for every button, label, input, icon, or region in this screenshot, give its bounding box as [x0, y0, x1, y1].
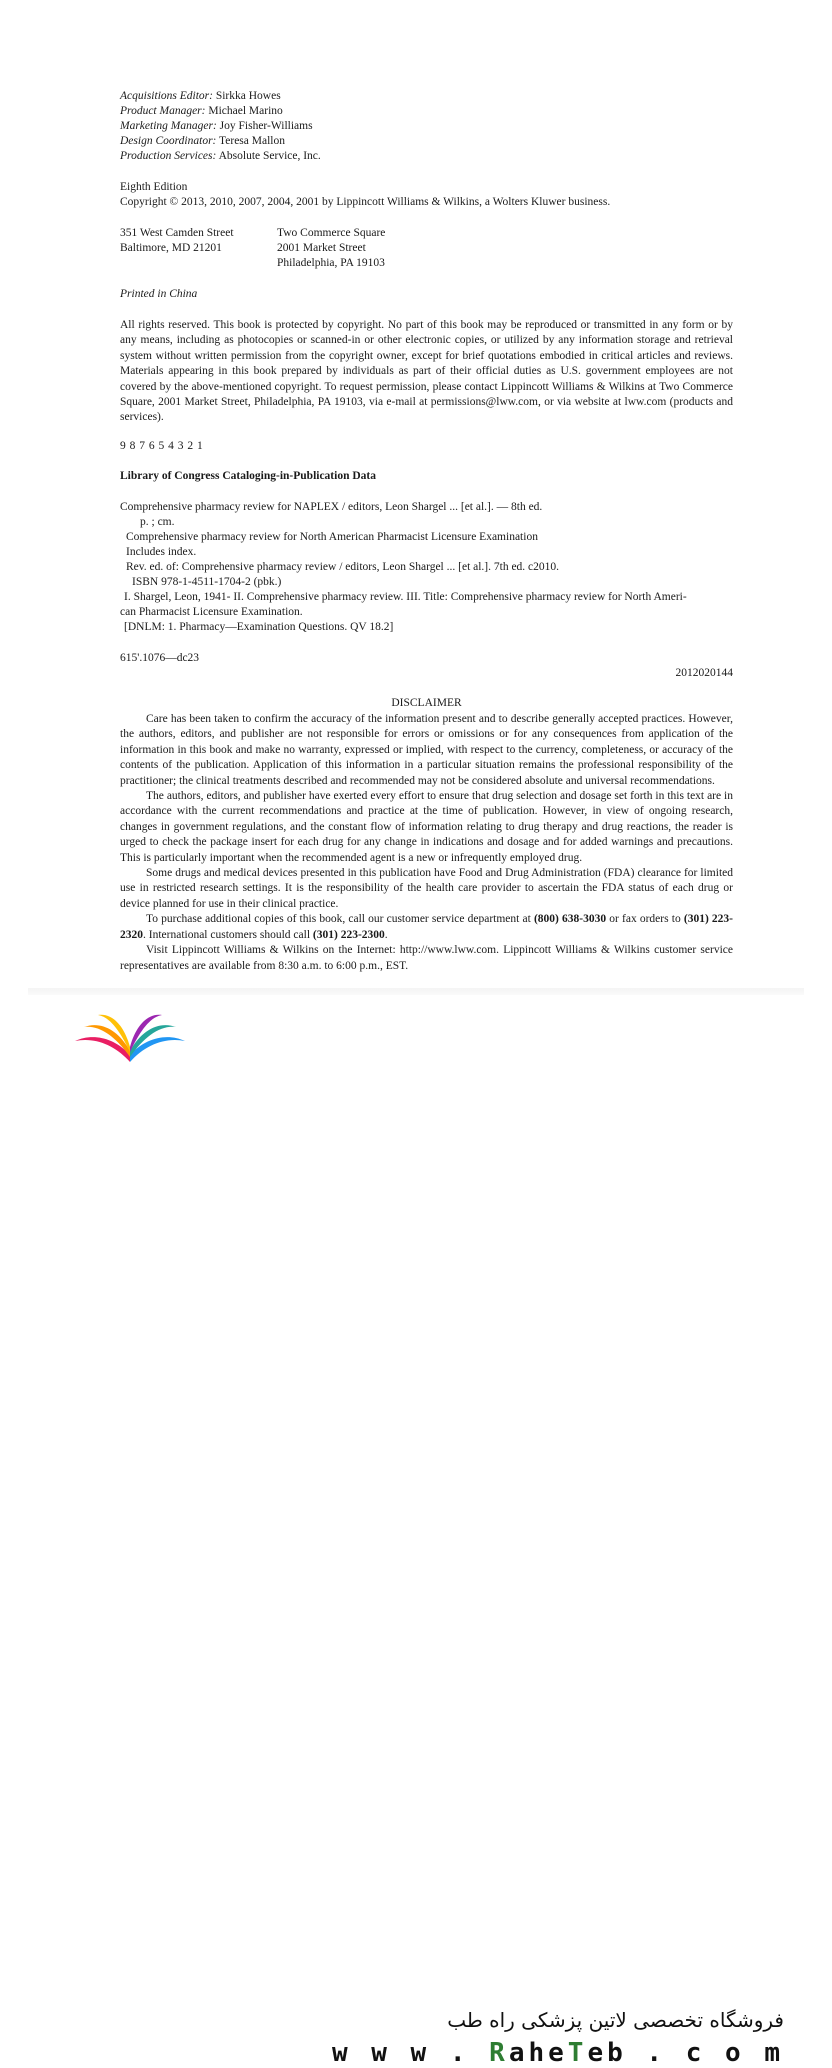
cip-line: can Pharmacist Licensure Examination.: [120, 606, 303, 618]
print-line: 9 8 7 6 5 4 3 2 1: [120, 440, 204, 452]
rights-paragraph: All rights reserved. This book is protected by copyright. No part of this book may be reproduced or transmitted in any form or by any means, including as photocopies or scanned-in or other electronic copies, or utilized by any information storage and retrieval system without written permission from the copyright owner, except for brief quotations embodied in critical articles and reviews. Materials appearing in this book prepared by individuals as part of their official duties as U.S. government employees are not covered by the above-mentioned copyright. To request permission, please contact Lippincott Williams & Wilkins at Two Commerce Square, 2001 Market Street, Philadelphia, PA 19103, via e-mail at permissions@lww.com, or via website at lww.com (products and services).: [120, 319, 733, 424]
cip-line: [DNLM: 1. Pharmacy—Examination Questions. QV 18.2]: [124, 621, 394, 633]
disclaimer-body: [120, 712, 733, 974]
disclaimer-paragraph: To purchase additional copies of this book, call our customer service department at (800) 638-3030 or fax orders to (301) 223-2320. International customers should call (301) 223-2300.: [120, 913, 734, 941]
address-right-1: Two Commerce Square: [277, 227, 386, 239]
disclaimer-title: DISCLAIMER: [391, 697, 462, 709]
cip-line: p. ; cm.: [140, 516, 175, 528]
credit-product: Product Manager: Michael Marino: [120, 105, 283, 117]
cip-line: Rev. ed. of: Comprehensive pharmacy review / editors, Leon Shargel ... [et al.]. 7th ed. c2010.: [126, 561, 560, 573]
credit-design: Design Coordinator: Teresa Mallon: [120, 135, 285, 147]
lccn: 2012020144: [675, 667, 733, 679]
address-left-1: 351 West Camden Street: [120, 227, 234, 239]
credit-marketing: Marketing Manager: Joy Fisher-Williams: [120, 120, 313, 132]
classification: 615'.1076—dc23: [120, 652, 200, 664]
address-right-2: 2001 Market Street: [277, 242, 366, 254]
store-url: w w w . RaheTeb . c o m: [331, 2038, 784, 2068]
credit-production: Production Services: Absolute Service, Inc.: [120, 150, 321, 162]
disclaimer-paragraph: Care has been taken to confirm the accuracy of the information present and to describe generally accepted practices. However, the authors, editors, and publisher are not responsible for errors or omissions or for any consequences from application of the information in this book and make no warranty, expressed or implied, with respect to the currency, completeness, or accuracy of the contents of the publication. Application of this information in a particular situation remains the professional responsibility of the practitioner; the clinical treatments described and recommended may not be considered absolute and universal recommendations.: [120, 713, 733, 787]
copyright-line: Copyright © 2013, 2010, 2007, 2004, 2001 by Lippincott Williams & Wilkins, a Wolters Kluwer business.: [120, 196, 611, 208]
store-name-persian: فروشگاه تخصصی لاتین پزشکی راه طب: [447, 2008, 784, 2032]
cip-line: ISBN 978-1-4511-1704-2 (pbk.): [132, 576, 282, 588]
cip-line: Comprehensive pharmacy review for NAPLEX / editors, Leon Shargel ... [et al.]. — 8th ed.: [120, 501, 543, 513]
disclaimer-paragraph: The authors, editors, and publisher have exerted every effort to ensure that drug selection and dosage set forth in this text are in accordance with the current recommendations and practice at the time of publication. However, in view of ongoing research, changes in government regulations, and the constant flow of information relating to drug therapy and drug reactions, the reader is urged to check the package insert for each drug for any change in indications and dosage and for added warnings and precautions. This is particularly important when the recommended agent is a new or infrequently employed drug.: [120, 790, 733, 864]
disclaimer-paragraph: Visit Lippincott Williams & Wilkins on the Internet: http://www.lww.com. Lippincott Williams & Wilkins customer service representatives are available from 8:30 a.m. to 6:00 p.m., EST.: [120, 944, 733, 972]
open-book-logo-icon: [70, 1007, 190, 1077]
printed-in: Printed in China: [120, 288, 198, 300]
edition: Eighth Edition: [120, 181, 188, 193]
disclaimer-paragraph: Some drugs and medical devices presented in this publication have Food and Drug Administration (FDA) clearance for limited use in restricted research settings. It is the responsibility of the health care provider to ascertain the FDA status of each drug or device planned for use in their clinical practice.: [120, 867, 733, 910]
watermark-banner: [0, 995, 832, 2068]
cip-line: I. Shargel, Leon, 1941- II. Comprehensive pharmacy review. III. Title: Comprehensive pharmacy review for North Ameri-: [124, 591, 687, 603]
credit-acquisitions: Acquisitions Editor: Sirkka Howes: [120, 90, 281, 102]
cip-line: Comprehensive pharmacy review for North American Pharmacist Licensure Examination: [126, 531, 538, 543]
address-left-2: Baltimore, MD 21201: [120, 242, 222, 254]
cip-line: Includes index.: [126, 546, 197, 558]
address-right-3: Philadelphia, PA 19103: [277, 257, 385, 269]
cip-heading: Library of Congress Cataloging-in-Publication Data: [120, 470, 376, 482]
